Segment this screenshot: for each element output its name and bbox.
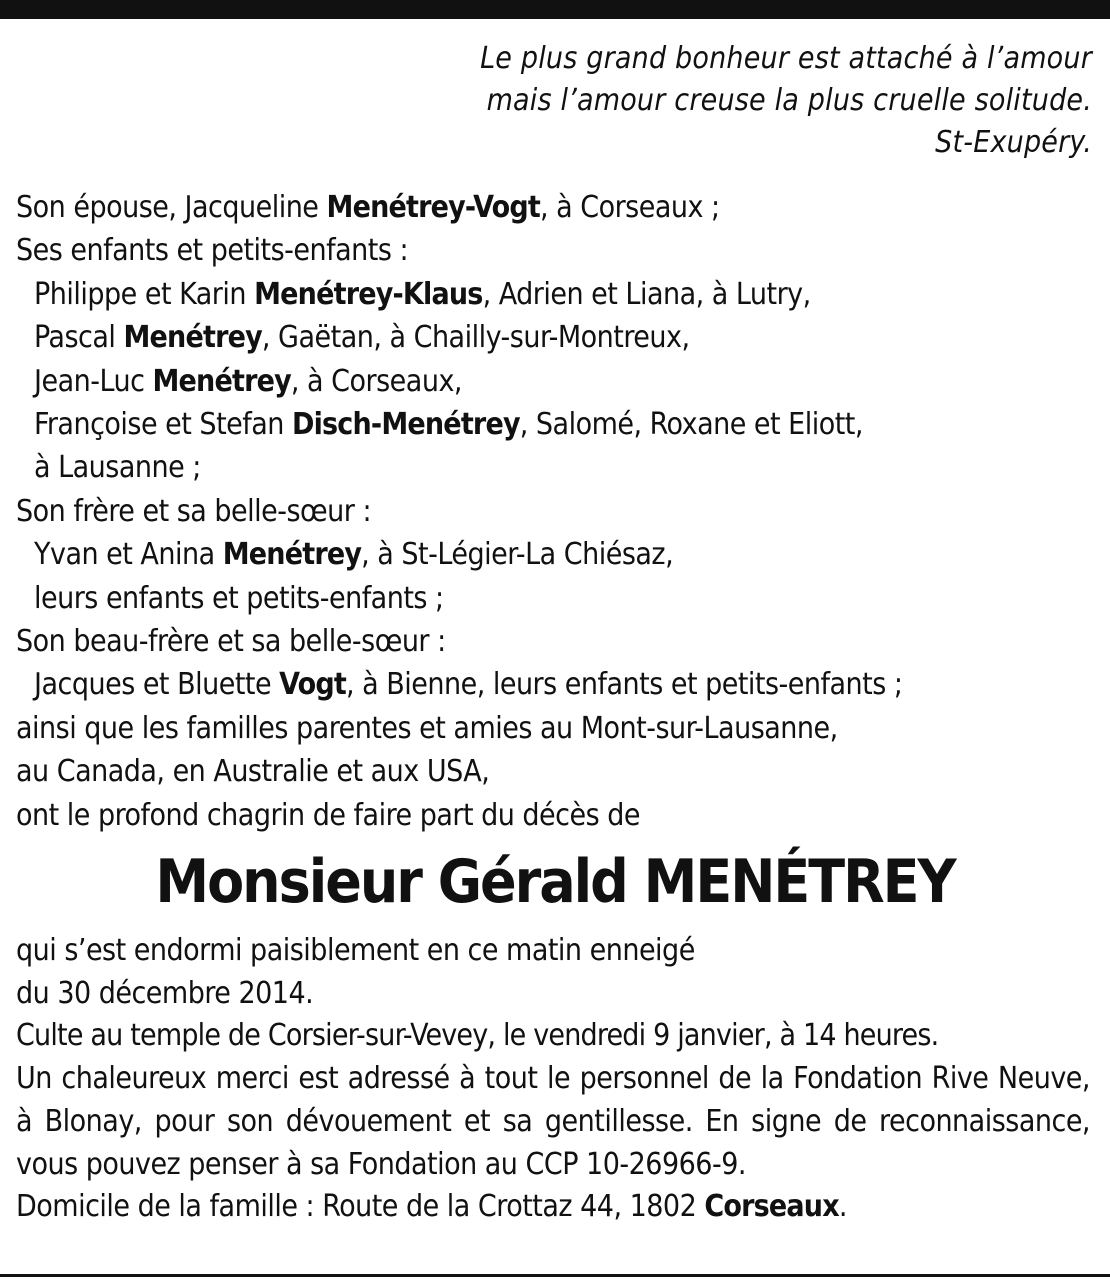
inlaw-line [16,663,1090,706]
child-line [16,403,1090,446]
thanks-paragraph: Un chaleureux merci est adressé à tout le personnel de la Fondation Rive Neuve, à Blonay, pour son dévouement et sa gentillesse. En signe de reconnaissance, vous pouvez penser à sa Fondation au CCP 10-26966-9. [16,1061,1090,1182]
spouse-text: Son épouse, Jacqueline [16,190,327,225]
brother-line [16,533,1090,576]
spouse-line [16,186,1090,229]
relatives-line: au Canada, en Australie et aux USA, [16,754,490,790]
epigraph-quote [192,38,1092,164]
child-name: Menétrey-Klaus [254,276,483,312]
domicile-line [16,1186,1090,1229]
child-place: , Salomé, Roxane et Eliott, [519,407,863,443]
inlaw-heading: Son beau-frère et sa belle-sœur : [16,624,446,660]
child-name: Menétrey [123,320,262,356]
child-text: Pascal [34,320,124,356]
top-rule [0,0,1110,19]
deceased-name: Monsieur Gérald MENÉTREY [155,847,955,917]
spouse-name: Menétrey-Vogt [326,190,540,225]
quote-line: Le plus grand bonheur est attaché à l’amour [480,41,1092,76]
child-text: Jean-Luc [34,363,153,399]
inlaw-text: Jacques et Bluette [34,667,280,703]
child-line [16,273,1090,316]
inlaw-place: , à Bienne, leurs enfants et petits-enfants ; [345,667,903,703]
service-info: Culte au temple de Corsier-sur-Vevey, le vendredi 9 janvier, à 14 heures. [16,1018,939,1054]
announcement-line: ont le profond chagrin de faire part du décès de [16,797,641,833]
child-place: , Gaëtan, à Chailly-sur-Montreux, [261,320,690,356]
child-place: , Adrien et Liana, à Lutry, [482,276,811,312]
family-list [16,186,1090,837]
child-name: Disch-Menétrey [291,407,520,443]
brother-name: Menétrey [222,537,362,573]
child-line-continued: à Lausanne ; [34,450,201,486]
spouse-place: , à Corseaux ; [539,190,720,225]
brother-place: , à St-Légier-La Chiésaz, [361,537,674,573]
details-date: du 30 décembre 2014. [16,975,314,1011]
brother-text: Yvan et Anina [34,537,223,573]
child-name: Menétrey [152,363,291,399]
domicile-city: Corseaux [704,1189,839,1225]
bottom-rule [0,1274,1110,1277]
details-line: qui s’est endormi paisiblement en ce matin enneigé [16,933,695,968]
children-heading: Ses enfants et petits-enfants : [16,233,409,269]
child-line [16,316,1090,359]
inlaw-name: Vogt [279,667,346,703]
obituary-details [16,930,1090,1229]
relatives-line: ainsi que les familles parentes et amies au Mont-sur-Lausanne, [16,710,838,746]
quote-line: mais l’amour creuse la plus cruelle solitude. [486,83,1092,118]
child-place: , à Corseaux, [290,363,462,399]
brother-line-continued: leurs enfants et petits-enfants ; [34,580,444,616]
brother-heading: Son frère et sa belle-sœur : [16,493,372,529]
domicile-end: . [838,1189,847,1225]
quote-author: St-Exupéry. [935,125,1092,160]
child-line [16,360,1090,403]
child-text: Philippe et Karin [34,276,255,312]
domicile-text: Domicile de la famille : Route de la Crottaz 44, 1802 [16,1189,705,1225]
child-text: Françoise et Stefan [34,407,292,443]
